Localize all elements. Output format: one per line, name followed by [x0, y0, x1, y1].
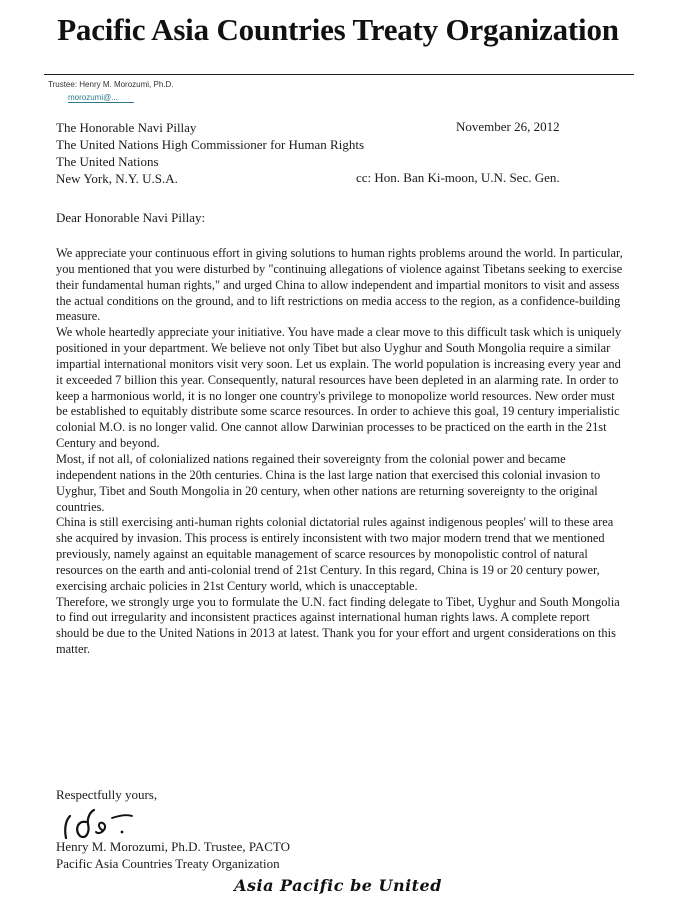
letter-date: November 26, 2012 — [456, 119, 560, 134]
header-rule — [44, 74, 634, 75]
body-paragraph-3: Most, if not all, of colonialized nations regained their sovereignty from the colonial power and became independent nations in the 20th centuries. China is the last large nation that exercised this colonial invasion to Uyghur, Tibet and South Mongolia in 20 century, when other nations are returning sovereignty to the original countries. — [56, 451, 601, 514]
recipient-line-2: The United Nations High Commissioner for Human Rights — [56, 137, 365, 152]
body-paragraph-1: We appreciate your continuous effort in giving solutions to human rights problems around the world. In particular, you mentioned that you were disturbed by "continuing allegations of violence against Tibetans seeking to exercise their fundamental human rights," and urged China to allow independent and impartial monitors to visit and assess the actual conditions on the ground, and to lift restrictions on media access to the region, as a confidence-building measure. — [56, 246, 623, 324]
recipient-line-3: The United Nations — [56, 154, 159, 169]
handwritten-signature — [60, 808, 140, 842]
organization-title: Pacific Asia Countries Treaty Organization — [57, 12, 619, 47]
body-paragraph-2: We whole heartedly appreciate your initiative. You have made a clear move to this difficult task which is uniquely positioned in your department. We believe not only Tibet but also Uyghur and South Mongolia require a similar impartial international monitors visit very soon. Let us explain. The world population is increasing every year and it exceeded 7 billion this year. Consequently, natural resources have been depleted in an alarming rate. In order to keep a harmonious world, it is no longer one country's privilege to monopolize world resources. New order must be established to equitably distribute some scarce resources. In order to achieve this goal, 19 century imperialistic colonial M.O. is no longer valid. One cannot allow Darwinian processes to be practiced on the earth in the 21st Century and beyond. — [56, 325, 622, 451]
recipient-line-4: New York, N.Y. U.S.A. — [56, 171, 178, 186]
body-paragraph-4: China is still exercising anti-human rights colonial dictatorial rules against indigenous peoples' will to these area she acquired by invasion. This process is entirely inconsistent with two major modern trend that we mentioned previously, namely against an equitable management of scarce resources by monopolistic control of natural resources on the earth and anti-colonial trend of 21st Century. In this regard, China is 19 or 20 century power, exercising archaic policies in 21st Century world, which is unacceptable. — [56, 515, 614, 593]
letter-body — [56, 246, 624, 658]
salutation: Dear Honorable Navi Pillay: — [56, 210, 206, 225]
cc-line: cc: Hon. Ban Ki-moon, U.N. Sec. Gen. — [356, 170, 560, 185]
signature-line-2: Pacific Asia Countries Treaty Organization — [56, 856, 280, 871]
email-link[interactable]: morozumi@... — [68, 93, 134, 103]
trustee-line: Trustee: Henry M. Morozumi, Ph.D. — [48, 80, 174, 89]
body-paragraph-5: Therefore, we strongly urge you to formulate the U.N. fact finding delegate to Tibet, Uyghur and South Mongolia to find out irregularity and inconsistent practices against international human rights laws. A complete report should be due to the United Nations in 2013 at latest. Thank you for your effort and urgent considerations on this matter. — [56, 594, 620, 657]
signature-line-1: Henry M. Morozumi, Ph.D. Trustee, PACTO — [56, 839, 291, 854]
motto: Asia Pacific be United — [234, 876, 442, 895]
recipient-line-1: The Honorable Navi Pillay — [56, 120, 197, 135]
closing: Respectfully yours, — [56, 787, 158, 802]
